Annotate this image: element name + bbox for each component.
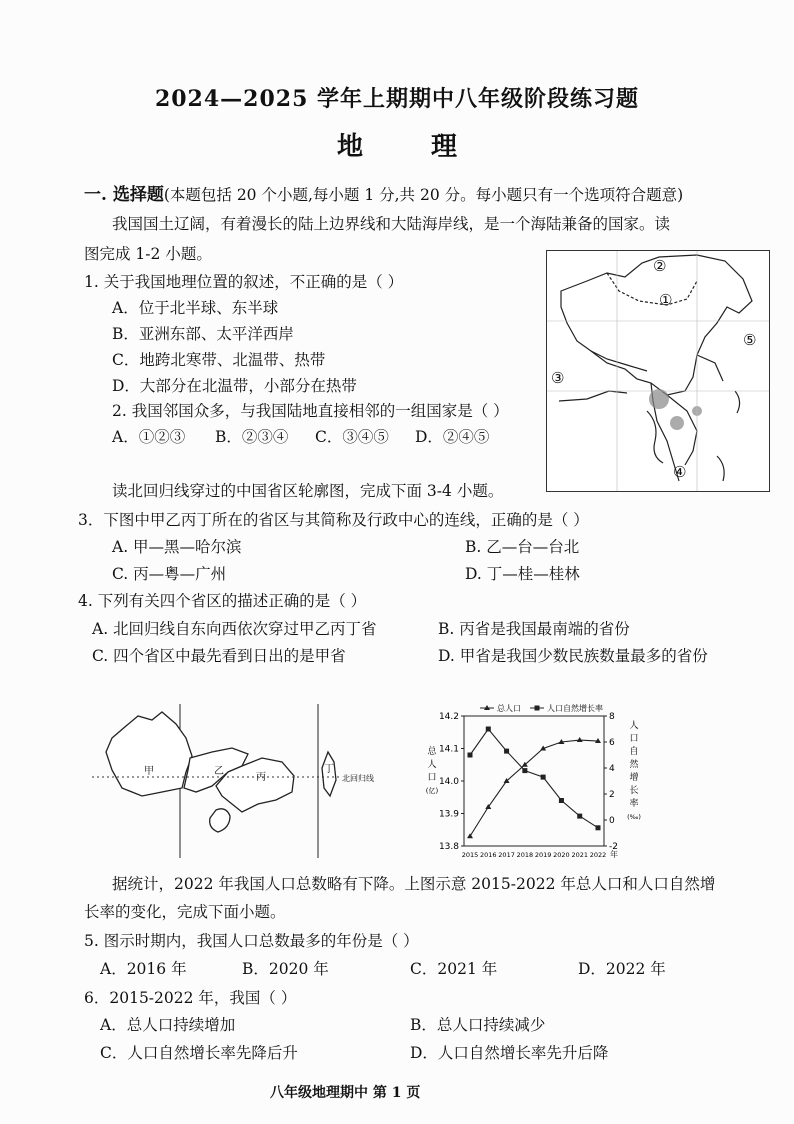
- intro-3-line-2: 长率的变化，完成下面小题。: [84, 903, 286, 921]
- right-axis-tick-label: 6: [609, 738, 615, 748]
- map2-label-jia: 甲: [144, 766, 154, 777]
- intro-3-line-1: 据统计，2022 年我国人口总数略有下降。上图示意 2015-2022 年总人口和人口自然增: [112, 875, 716, 893]
- question-1-option-b[interactable]: B．亚洲东部、太平洋西岸: [112, 325, 294, 343]
- x-axis-tick-label: 2020: [553, 851, 570, 859]
- x-axis-tick-label: 2015: [461, 851, 479, 859]
- x-axis-tick-label: 2017: [498, 851, 515, 859]
- question-2-option-c[interactable]: C．③④⑤: [315, 428, 389, 446]
- growth-rate-point: [504, 749, 509, 754]
- intro-2: 读北回归线穿过的中国省区轮廓图，完成下面 3-4 小题。: [112, 482, 504, 500]
- question-1-option-d[interactable]: D．大部分在北温带，小部分在热带: [112, 377, 357, 395]
- question-4-stem: 4. 下列有关四个省区的描述正确的是（ ）: [78, 592, 367, 610]
- right-axis-label-char: 增: [629, 773, 639, 783]
- question-6-option-a[interactable]: A．总人口持续增加: [100, 1016, 236, 1034]
- right-axis-label-char: (‰): [627, 813, 641, 821]
- subject-char-1: 地: [336, 132, 363, 162]
- right-axis-tick-label: 2: [609, 790, 615, 800]
- plot-frame: [464, 716, 604, 846]
- intro-1-line-1: 我国国土辽阔，有着漫长的陆上边界线和大陆海岸线，是一个海陆兼备的国家。读: [112, 215, 671, 233]
- question-2-option-d[interactable]: D．②④⑤: [415, 428, 490, 446]
- population-chart: [418, 700, 644, 866]
- right-axis-tick-label: -2: [609, 842, 618, 852]
- x-axis-tick-label: 2021: [571, 851, 588, 859]
- growth-rate-point: [559, 798, 564, 803]
- question-4-option-c[interactable]: C. 四个省区中最先看到日出的是甲省: [92, 647, 346, 665]
- section-heading: [84, 180, 683, 205]
- tropic-line-label: 北回归线: [342, 774, 374, 783]
- population-chart-svg: [418, 700, 644, 866]
- right-axis-label-char: 口: [629, 734, 639, 744]
- question-3-stem: 3．下图中甲乙丙丁所在的省区与其简称及行政中心的连线，正确的是（ ）: [78, 511, 589, 529]
- question-3-option-c[interactable]: C. 丙—粤—广州: [112, 565, 227, 583]
- question-5-option-d[interactable]: D．2022 年: [578, 960, 666, 978]
- growth-rate-point: [486, 727, 491, 732]
- left-axis-tick-label: 14.0: [438, 777, 459, 787]
- question-5-option-c[interactable]: C．2021 年: [410, 960, 498, 978]
- left-axis-tick-label: 13.8: [438, 842, 459, 852]
- series-line-population: [470, 740, 598, 836]
- x-axis-tick-label: 2022: [589, 851, 607, 859]
- question-4-option-b[interactable]: B. 丙省是我国最南端的省份: [438, 620, 630, 638]
- left-axis-tick-label: 14.1: [438, 744, 459, 755]
- left-axis-label-char: 口: [427, 773, 437, 783]
- question-2-option-b[interactable]: B．②③④: [215, 428, 289, 446]
- question-5-stem: 5. 图示时期内，我国人口总数最多的年份是（ ）: [84, 932, 419, 950]
- right-axis-label-char: 然: [629, 760, 639, 770]
- intro-1-line-2: 图完成 1-2 小题。: [84, 245, 212, 263]
- china-map-drawing: [547, 251, 769, 491]
- right-axis-tick-label: 8: [609, 712, 615, 722]
- map1-label-5: ⑤: [743, 331, 757, 349]
- right-axis-tick-label: 0: [609, 816, 615, 826]
- section-title: 一. 选择题: [84, 185, 164, 205]
- question-5-option-a[interactable]: A．2016 年: [100, 960, 187, 978]
- population-point: [467, 833, 473, 838]
- question-5-option-b[interactable]: B．2020 年: [242, 960, 329, 978]
- tropic-provinces-map: [92, 700, 392, 860]
- question-6-option-b[interactable]: B．总人口持续减少: [410, 1016, 546, 1034]
- population-point: [577, 737, 583, 742]
- left-axis-tick-label: 13.9: [438, 809, 459, 820]
- right-axis-label-char: 率: [629, 799, 639, 809]
- section-note: (本题包括 20 个小题,每小题 1 分,共 20 分。每小题只有一个选项符合题意): [163, 186, 684, 204]
- subject-title: [0, 126, 794, 163]
- x-axis-unit-label: 年: [610, 850, 618, 859]
- tropic-map-drawing: [92, 700, 392, 860]
- left-axis-label-char: 总: [427, 747, 437, 757]
- map2-label-ding: 丁: [324, 764, 334, 775]
- growth-rate-point: [596, 825, 601, 830]
- legend-marker-growth: [535, 706, 540, 711]
- question-3-option-b[interactable]: B. 乙—台—台北: [465, 538, 580, 556]
- subject-char-2: 理: [431, 132, 458, 162]
- question-2-option-a[interactable]: A．①②③: [112, 428, 186, 446]
- x-axis-tick-label: 2018: [516, 851, 534, 859]
- question-2-stem: 2. 我国邻国众多，与我国陆地直接相邻的一组国家是（ ）: [112, 402, 509, 420]
- question-1-option-c[interactable]: C．地跨北寒带、北温带、热带: [112, 351, 326, 369]
- map2-label-yi: 乙: [214, 766, 224, 777]
- question-6-option-c[interactable]: C．人口自然增长率先降后升: [100, 1044, 298, 1062]
- page-footer: 八年级地理期中 第 1 页: [270, 1085, 421, 1101]
- question-6-option-d[interactable]: D．人口自然增长率先升后降: [410, 1044, 609, 1062]
- right-axis-tick-label: 4: [609, 764, 615, 774]
- growth-rate-point: [522, 768, 527, 773]
- exam-title: 2024—2025 学年上期期中八年级阶段练习题: [154, 86, 640, 112]
- map2-label-bing: 丙: [256, 772, 266, 783]
- left-axis-label-char: (亿): [425, 787, 439, 795]
- question-1-stem: 1. 关于我国地理位置的叙述，不正确的是（ ）: [84, 273, 404, 291]
- right-axis-label-char: 人: [629, 721, 639, 731]
- china-neighbors-map: [546, 250, 770, 492]
- left-axis-tick-label: 14.2: [438, 712, 459, 722]
- legend-label-population: 总人口: [497, 704, 521, 713]
- growth-rate-point: [541, 775, 546, 780]
- question-4-option-d[interactable]: D. 甲省是我国少数民族数量最多的省份: [438, 647, 708, 665]
- series-line-growth-rate: [470, 729, 598, 828]
- question-4-option-a[interactable]: A. 北回归线自东向西依次穿过甲乙丙丁省: [92, 620, 377, 638]
- map1-label-1: ①: [659, 291, 673, 309]
- map1-label-4: ④: [673, 463, 687, 481]
- map1-label-3: ③: [551, 369, 565, 387]
- map1-label-2: ②: [653, 257, 667, 275]
- question-1-option-a[interactable]: A．位于北半球、东半球: [112, 299, 279, 317]
- growth-rate-point: [468, 753, 473, 758]
- question-6-stem: 6．2015-2022 年，我国（ ）: [84, 989, 297, 1007]
- x-axis-tick-label: 2016: [480, 851, 497, 859]
- question-3-option-d[interactable]: D. 丁—桂—桂林: [465, 565, 580, 583]
- right-axis-label-char: 长: [629, 786, 639, 796]
- growth-rate-point: [577, 814, 582, 819]
- right-axis-label-char: 自: [629, 747, 639, 757]
- left-axis-label-char: 人: [427, 760, 437, 770]
- legend-label-growth: 人口自然增长率: [547, 704, 603, 713]
- x-axis-tick-label: 2019: [534, 851, 552, 859]
- question-3-option-a[interactable]: A. 甲—黑—哈尔滨: [112, 538, 242, 556]
